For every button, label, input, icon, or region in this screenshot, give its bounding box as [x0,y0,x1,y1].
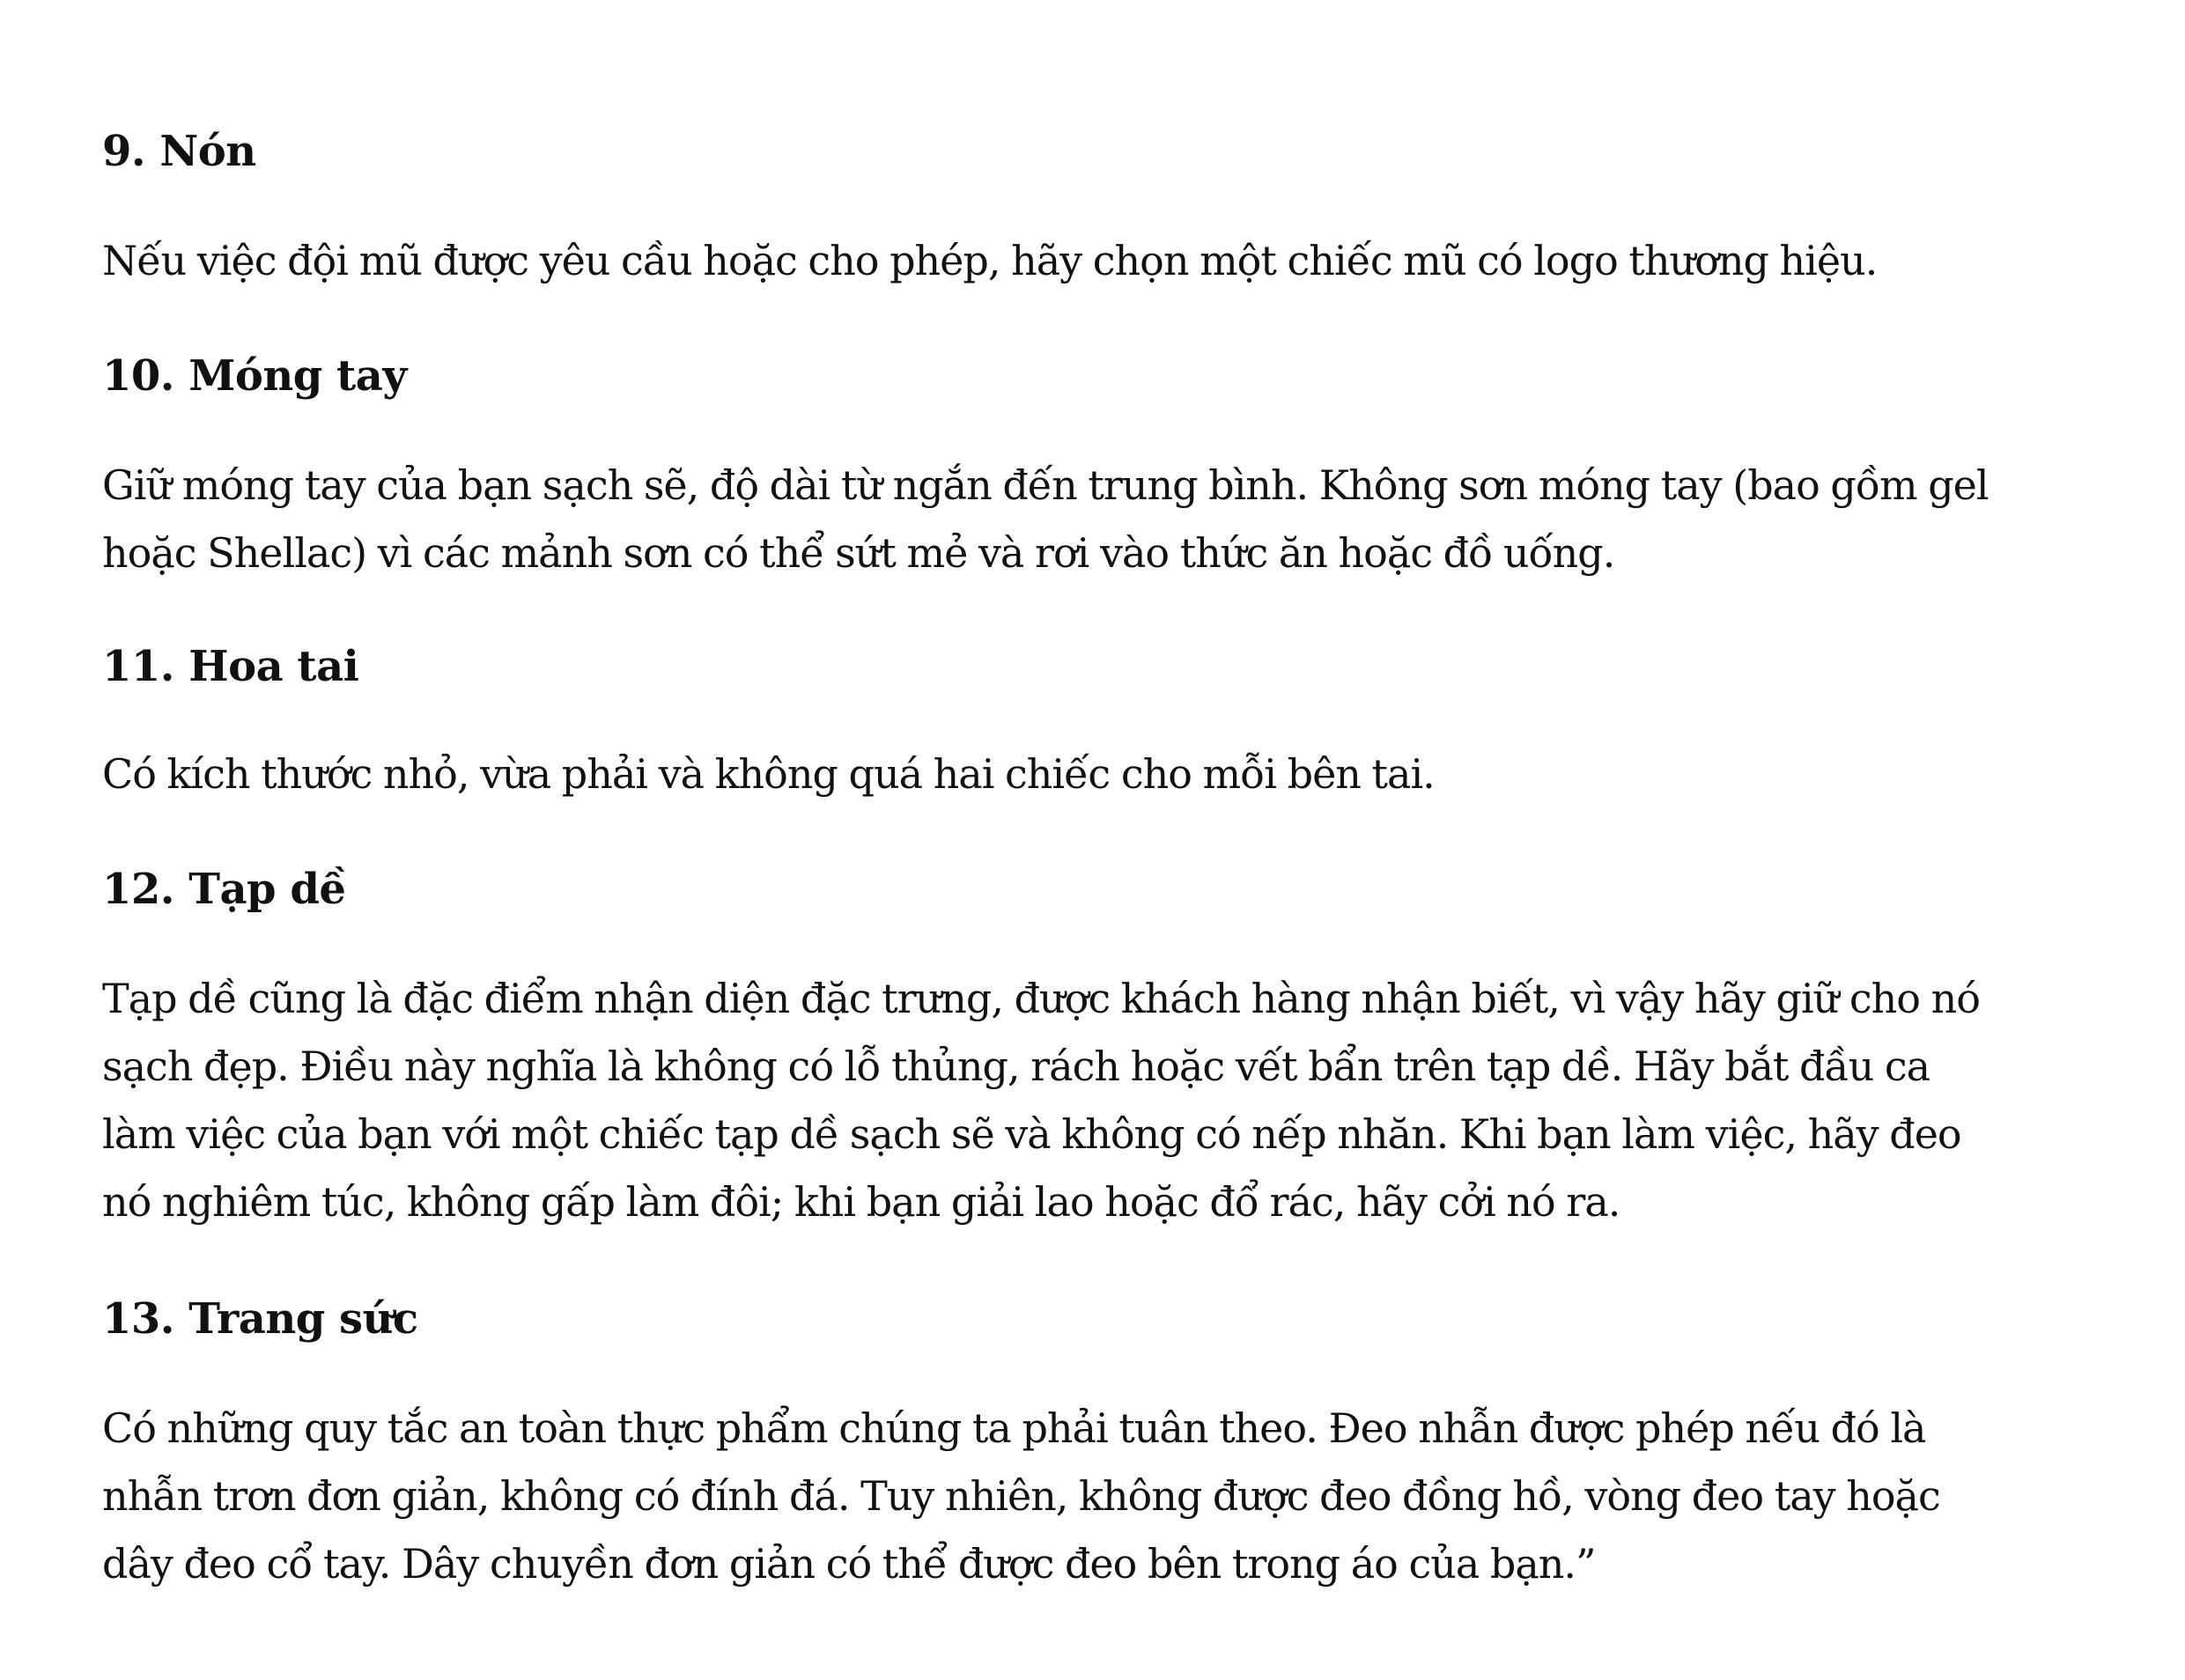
section-body-tap-de [102,965,1980,1236]
section-heading-tap-de: 12. Tạp dề [102,865,346,914]
body-line: Tạp dề cũng là đặc điểm nhận diện đặc trưng, được khách hàng nhận biết, vì vậy hãy giữ cho nó [102,975,1980,1022]
body-line: nhẫn trơn đơn giản, không có đính đá. Tuy nhiên, không được đeo đồng hồ, vòng đeo tay hoặc [102,1472,1940,1520]
body-line: Nếu việc đội mũ được yêu cầu hoặc cho phép, hãy chọn một chiếc mũ có logo thương hiệu. [102,237,1878,284]
body-line: hoặc Shellac) vì các mảnh sơn có thể sứt mẻ và rơi vào thức ăn hoặc đồ uống. [102,529,1615,577]
section-heading-hoa-tai: 11. Hoa tai [102,642,359,691]
section-heading-non: 9. Nón [102,127,256,176]
body-line: sạch đẹp. Điều này nghĩa là không có lỗ thủng, rách hoặc vết bẩn trên tạp dề. Hãy bắt đầu ca [102,1043,1930,1090]
body-line: dây đeo cổ tay. Dây chuyền đơn giản có thể được đeo bên trong áo của bạn.” [102,1540,1596,1588]
body-line: nó nghiêm túc, không gấp làm đôi; khi bạn giải lao hoặc đổ rác, hãy cởi nó ra. [102,1178,1620,1226]
body-line: Có những quy tắc an toàn thực phẩm chúng ta phải tuân theo. Đeo nhẫn được phép nếu đó là [102,1404,1926,1452]
section-body-hoa-tai [102,741,1435,808]
body-line: Giữ móng tay của bạn sạch sẽ, độ dài từ ngắn đến trung bình. Không sơn móng tay (bao gồm gel [102,461,1989,509]
section-heading-mong-tay: 10. Móng tay [102,351,407,401]
section-body-trang-suc [102,1395,1940,1598]
section-body-mong-tay [102,452,1989,587]
section-body-non [102,227,1877,295]
body-line: làm việc của bạn với một chiếc tạp dề sạch sẽ và không có nếp nhăn. Khi bạn làm việc, hãy đeo [102,1110,1961,1158]
section-heading-trang-suc: 13. Trang sức [102,1294,418,1344]
body-line: Có kích thước nhỏ, vừa phải và không quá hai chiếc cho mỗi bên tai. [102,750,1435,798]
